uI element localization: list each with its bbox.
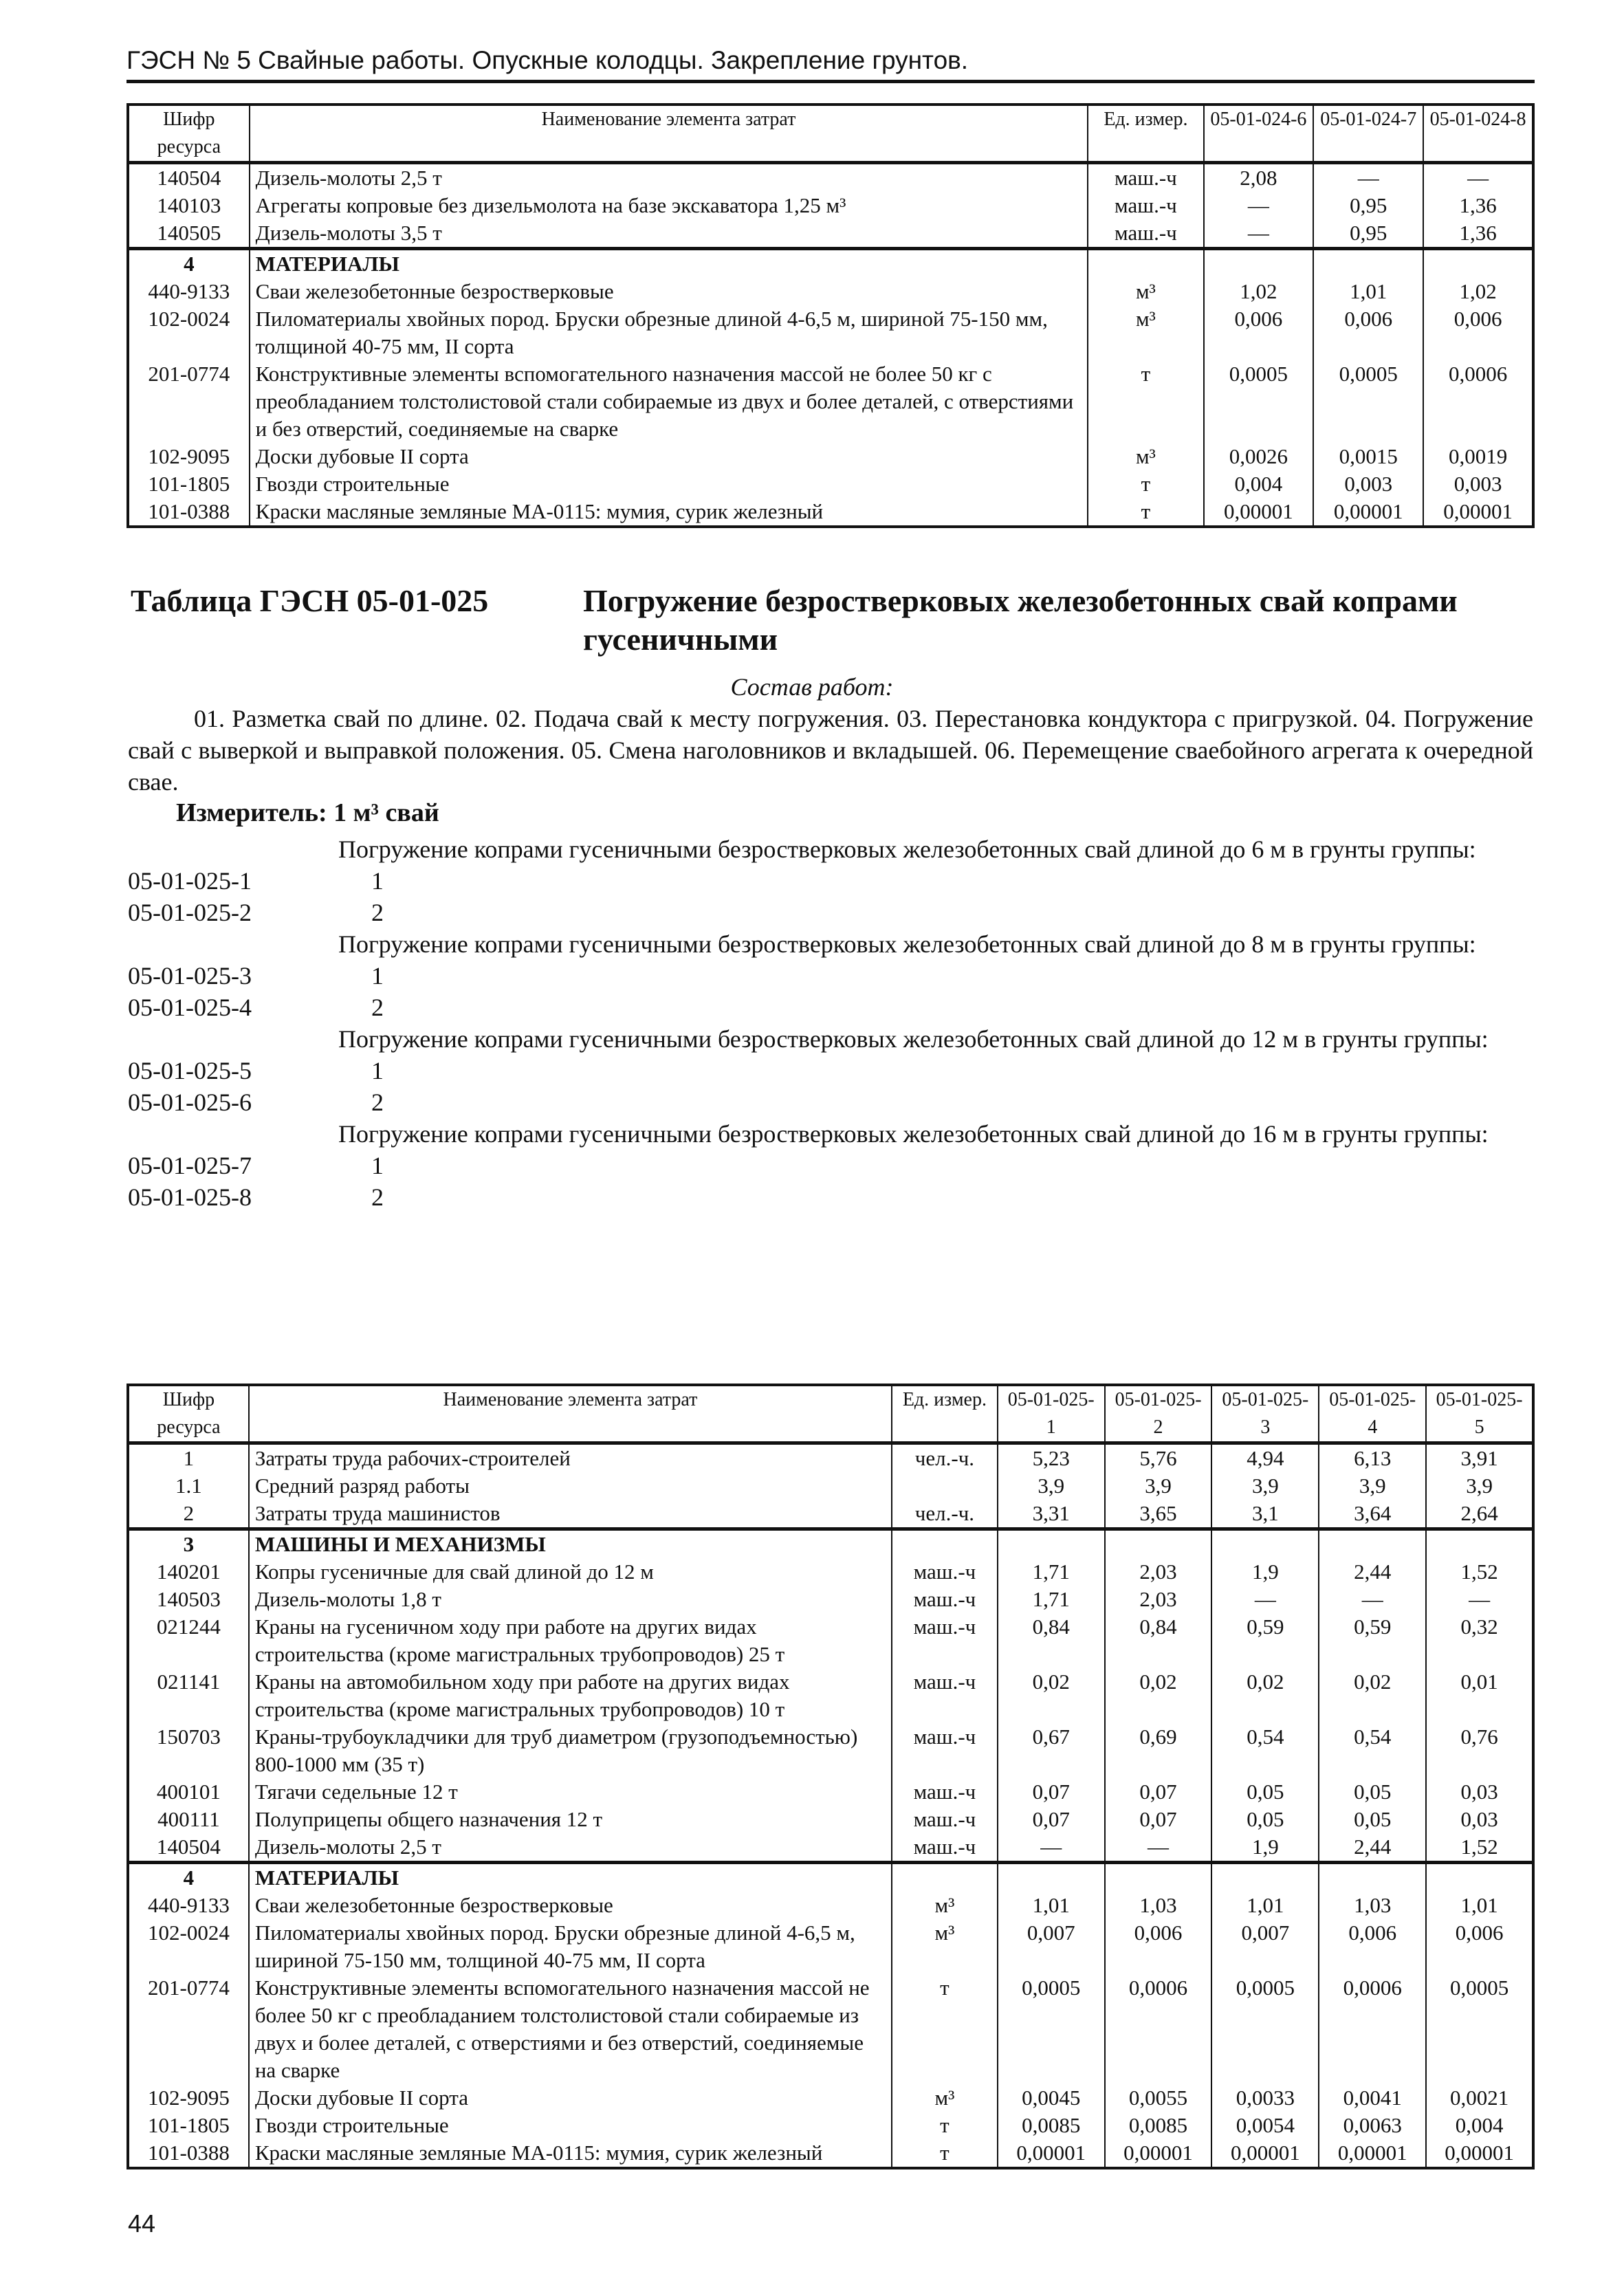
composition-label: Состав работ:	[730, 673, 894, 701]
resource-code: 400101	[128, 1778, 249, 1806]
resource-code: 201-0774	[128, 360, 250, 443]
resource-code: 400111	[128, 1806, 249, 1833]
resource-value: 0,95	[1313, 192, 1423, 219]
resource-value: 0,006	[1319, 1919, 1426, 1974]
resource-code: 140503	[128, 1586, 249, 1613]
resource-value: 0,004	[1204, 470, 1314, 498]
variant-item	[128, 897, 1533, 928]
resource-value	[1211, 1863, 1319, 1892]
resource-unit: т	[892, 2139, 998, 2168]
resource-unit: м³	[1088, 443, 1203, 470]
resource-name: Копры гусеничные для свай длиной до 12 м	[249, 1558, 892, 1586]
resource-value: 0,007	[998, 1919, 1105, 1974]
resource-code: 102-9095	[128, 443, 250, 470]
resource-name: Конструктивные элементы вспомогательного назначения массой не более 50 кг с преобладанием толстолистовой стали собираемые из двух и более деталей, с отверстиями и без отверстий, соединяемые на сварке	[249, 1974, 892, 2084]
resource-unit: маш.-ч	[1088, 219, 1203, 249]
table-row	[128, 1806, 1533, 1833]
resource-name: Средний разряд работы	[249, 1472, 892, 1500]
table-row	[128, 1919, 1533, 1974]
variant-item	[128, 992, 1533, 1023]
resource-name: Пиломатериалы хвойных пород. Бруски обрезные длиной 4-6,5 м, шириной 75-150 мм, толщиной 40-75 мм, II сорта	[250, 305, 1088, 360]
resource-value: 2,44	[1319, 1558, 1426, 1586]
resource-value: 0,0085	[998, 2112, 1105, 2139]
resource-value: 1,01	[1313, 278, 1423, 305]
resource-name: Дизель-молоты 2,5 т	[249, 1833, 892, 1863]
resource-name: Тягачи седельные 12 т	[249, 1778, 892, 1806]
table-row	[128, 443, 1533, 470]
resource-value: 3,31	[998, 1500, 1105, 1529]
resource-value: 1,36	[1423, 219, 1533, 249]
resource-value: 1,01	[1211, 1892, 1319, 1919]
table-header-row	[128, 1385, 1533, 1443]
resource-value: 0,003	[1423, 470, 1533, 498]
resource-value: 0,69	[1105, 1723, 1212, 1778]
soil-group: 1	[371, 1057, 384, 1084]
resource-value: 2,64	[1426, 1500, 1533, 1529]
resource-name: Пиломатериалы хвойных пород. Бруски обрезные длиной 4-6,5 м, шириной 75-150 мм, толщиной 40-75 мм, II сорта	[249, 1919, 892, 1974]
header-name: Наименование элемента затрат	[250, 105, 1088, 163]
section-row	[128, 249, 1533, 278]
variant-item	[128, 1055, 1533, 1086]
running-header: ГЭСН № 5 Свайные работы. Опускные колодцы. Закрепление грунтов.	[127, 45, 1535, 83]
page-number: 44	[128, 2209, 156, 2238]
table-row	[128, 1613, 1533, 1668]
resource-value: —	[1423, 163, 1533, 193]
resource-unit: т	[892, 2112, 998, 2139]
resource-code: 102-0024	[128, 305, 250, 360]
resource-code: 201-0774	[128, 1974, 249, 2084]
variant-item	[128, 1150, 1533, 1181]
resource-unit	[892, 1863, 998, 1892]
resource-code: 102-0024	[128, 1919, 249, 1974]
resource-unit: м³	[1088, 305, 1203, 360]
resource-code: 021244	[128, 1613, 249, 1668]
resource-name: МАТЕРИАЛЫ	[250, 249, 1088, 278]
resource-value: 0,0085	[1105, 2112, 1212, 2139]
resource-table-05-01-025	[127, 1384, 1535, 2169]
resource-name: Сваи железобетонные безростверковые	[249, 1892, 892, 1919]
resource-unit: маш.-ч	[892, 1613, 998, 1668]
header-unit: Ед. измер.	[892, 1385, 998, 1443]
soil-group: 2	[371, 1183, 384, 1211]
resource-value: 0,0006	[1423, 360, 1533, 443]
soil-group: 1	[371, 867, 384, 895]
resource-value: 0,54	[1211, 1723, 1319, 1778]
header-col: 05-01-025-3	[1211, 1385, 1319, 1443]
variant-code: 05-01-025-4	[128, 994, 252, 1021]
resource-value	[1319, 1863, 1426, 1892]
resource-value: 0,02	[998, 1668, 1105, 1723]
table-row	[128, 2139, 1533, 2168]
resource-value: 0,0015	[1313, 443, 1423, 470]
resource-value: 1,71	[998, 1558, 1105, 1586]
table-body	[128, 1443, 1533, 2169]
resource-value	[1313, 249, 1423, 278]
resource-value: 0,07	[1105, 1778, 1212, 1806]
resource-value: 0,84	[998, 1613, 1105, 1668]
resource-value: 5,76	[1105, 1443, 1212, 1473]
resource-value: 0,59	[1211, 1613, 1319, 1668]
table-row	[128, 1558, 1533, 1586]
variant-code: 05-01-025-5	[128, 1057, 252, 1084]
variant-code: 05-01-025-1	[128, 867, 252, 895]
soil-group: 1	[371, 962, 384, 990]
resource-code: 101-0388	[128, 2139, 249, 2168]
resource-value	[998, 1529, 1105, 1559]
composition-text: 01. Разметка свай по длине. 02. Подача свай к месту погружения. 03. Перестановка кондуктора с пригрузкой. 04. Погружение свай с выверкой и выправкой положения. 05. Смена наголовников и вкладышей. 06. Перемещение сваебойного агрегата к очередной свае.	[128, 705, 1533, 796]
table-row	[128, 1892, 1533, 1919]
resource-value: 0,00001	[1423, 498, 1533, 527]
resource-value: 2,08	[1204, 163, 1314, 193]
resource-value: 0,0055	[1105, 2084, 1212, 2112]
resource-value: 1,36	[1423, 192, 1533, 219]
resource-unit	[892, 1472, 998, 1500]
resource-value: 0,76	[1426, 1723, 1533, 1778]
resource-name: Краны на гусеничном ходу при работе на других видах строительства (кроме магистральных трубопроводов) 25 т	[249, 1613, 892, 1668]
resource-name: Сваи железобетонные безростверковые	[250, 278, 1088, 305]
resource-unit: т	[1088, 360, 1203, 443]
resource-code: 102-9095	[128, 2084, 249, 2112]
resource-value: 3,9	[1211, 1472, 1319, 1500]
soil-group: 2	[371, 994, 384, 1021]
resource-value: —	[1211, 1586, 1319, 1613]
resource-value: 0,0006	[1105, 1974, 1212, 2084]
resource-code: 3	[128, 1529, 249, 1559]
resource-value: 0,05	[1319, 1778, 1426, 1806]
table-row	[128, 1974, 1533, 2084]
resource-value: 0,00001	[1319, 2139, 1426, 2168]
resource-unit: маш.-ч	[892, 1778, 998, 1806]
resource-value	[1105, 1863, 1212, 1892]
resource-value: 1,01	[998, 1892, 1105, 1919]
resource-name: Доски дубовые II сорта	[249, 2084, 892, 2112]
table-row	[128, 1723, 1533, 1778]
resource-unit: маш.-ч	[892, 1806, 998, 1833]
resource-value	[1426, 1529, 1533, 1559]
resource-value: 0,07	[1105, 1806, 1212, 1833]
soil-group: 1	[371, 1152, 384, 1179]
soil-group: 2	[371, 899, 384, 926]
resource-value: 5,23	[998, 1443, 1105, 1473]
resource-value: 0,54	[1319, 1723, 1426, 1778]
measure-unit: Измеритель: 1 м³ свай	[176, 798, 439, 827]
resource-name: Краны на автомобильном ходу при работе на других видах строительства (кроме магистральных трубопроводов) 10 т	[249, 1668, 892, 1723]
resource-name: Дизель-молоты 1,8 т	[249, 1586, 892, 1613]
resource-name: Краски масляные земляные МА-0115: мумия, сурик железный	[250, 498, 1088, 527]
soil-group: 2	[371, 1089, 384, 1116]
header-col: 05-01-025-1	[998, 1385, 1105, 1443]
resource-value: 1,02	[1204, 278, 1314, 305]
table-row	[128, 360, 1533, 443]
resource-value: —	[1204, 219, 1314, 249]
resource-value	[1105, 1529, 1212, 1559]
resource-value: 0,0045	[998, 2084, 1105, 2112]
variant-code: 05-01-025-6	[128, 1089, 252, 1116]
resource-value: 0,0021	[1426, 2084, 1533, 2112]
resource-unit: маш.-ч	[892, 1833, 998, 1863]
resource-value: 0,00001	[1105, 2139, 1212, 2168]
resource-unit: маш.-ч	[1088, 163, 1203, 193]
resource-value: 3,1	[1211, 1500, 1319, 1529]
resource-value	[1319, 1529, 1426, 1559]
resource-value: 0,00001	[1426, 2139, 1533, 2168]
resource-unit: маш.-ч	[892, 1558, 998, 1586]
resource-value: —	[1319, 1586, 1426, 1613]
resource-name: Конструктивные элементы вспомогательного назначения массой не более 50 кг с преобладанием толстолистовой стали собираемые из двух и более деталей, с отверстиями и без отверстий, соединяемые на сварке	[250, 360, 1088, 443]
resource-value: —	[1105, 1833, 1212, 1863]
resource-value: 0,01	[1426, 1668, 1533, 1723]
resource-value: 0,0005	[998, 1974, 1105, 2084]
table-row	[128, 192, 1533, 219]
resource-name: МАШИНЫ И МЕХАНИЗМЫ	[249, 1529, 892, 1559]
header-col: 05-01-025-4	[1319, 1385, 1426, 1443]
resource-value: 0,0005	[1211, 1974, 1319, 2084]
table-header-row	[128, 105, 1533, 163]
header-code: Шифр ресурса	[128, 105, 250, 163]
resource-value: 0,006	[1313, 305, 1423, 360]
resource-code: 021141	[128, 1668, 249, 1723]
resource-value: 0,0054	[1211, 2112, 1319, 2139]
resource-value: 0,0033	[1211, 2084, 1319, 2112]
resource-value: 0,05	[1211, 1806, 1319, 1833]
resource-unit: чел.-ч.	[892, 1500, 998, 1529]
header-col: 05-01-024-8	[1423, 105, 1533, 163]
header-col: 05-01-025-2	[1105, 1385, 1212, 1443]
resource-value: 1,03	[1105, 1892, 1212, 1919]
resource-value: 0,003	[1313, 470, 1423, 498]
table-row	[128, 2084, 1533, 2112]
resource-unit: т	[1088, 470, 1203, 498]
resource-value: 0,32	[1426, 1613, 1533, 1668]
resource-unit: м³	[892, 1919, 998, 1974]
resource-value: 0,0005	[1313, 360, 1423, 443]
resource-unit: м³	[1088, 278, 1203, 305]
variant-item	[128, 1086, 1533, 1118]
resource-unit	[892, 1529, 998, 1559]
resource-value: 1,01	[1426, 1892, 1533, 1919]
resource-code: 140103	[128, 192, 250, 219]
variant-item	[128, 960, 1533, 992]
resource-value: 3,65	[1105, 1500, 1212, 1529]
resource-code: 4	[128, 249, 250, 278]
resource-value	[1211, 1529, 1319, 1559]
resource-value: 0,00001	[1313, 498, 1423, 527]
header-name: Наименование элемента затрат	[249, 1385, 892, 1443]
resource-value: 0,03	[1426, 1806, 1533, 1833]
resource-value: 0,004	[1426, 2112, 1533, 2139]
table-row	[128, 278, 1533, 305]
variant-item	[128, 865, 1533, 897]
resource-unit: маш.-ч	[892, 1723, 998, 1778]
resource-name: МАТЕРИАЛЫ	[249, 1863, 892, 1892]
resource-code: 101-1805	[128, 2112, 249, 2139]
resource-value: 1,02	[1423, 278, 1533, 305]
section-row	[128, 1863, 1533, 1892]
resource-value: 0,0063	[1319, 2112, 1426, 2139]
resource-value: 0,007	[1211, 1919, 1319, 1974]
resource-table-05-01-024	[127, 103, 1535, 528]
resource-name: Полуприцепы общего назначения 12 т	[249, 1806, 892, 1833]
resource-value: 0,03	[1426, 1778, 1533, 1806]
table-row	[128, 1778, 1533, 1806]
resource-value: 0,006	[1426, 1919, 1533, 1974]
resource-value: 0,07	[998, 1806, 1105, 1833]
variant-group-description: Погружение копрами гусеничными безростверковых железобетонных свай длиной до 8 м в грунты группы:	[338, 930, 1476, 958]
header-col: 05-01-024-6	[1204, 105, 1314, 163]
variant-item	[128, 1181, 1533, 1213]
resource-value: 4,94	[1211, 1443, 1319, 1473]
variant-code: 05-01-025-7	[128, 1152, 252, 1179]
resource-value: 0,006	[1423, 305, 1533, 360]
resource-value: 1,52	[1426, 1833, 1533, 1863]
resource-value: 0,006	[1105, 1919, 1212, 1974]
resource-name: Гвозди строительные	[250, 470, 1088, 498]
resource-value: 0,00001	[998, 2139, 1105, 2168]
variants-list	[128, 833, 1533, 1213]
resource-value: 0,84	[1105, 1613, 1212, 1668]
table-row	[128, 2112, 1533, 2139]
resource-unit: чел.-ч.	[892, 1443, 998, 1473]
table-row	[128, 1472, 1533, 1500]
header-code: Шифр ресурса	[128, 1385, 249, 1443]
resource-unit: маш.-ч	[1088, 192, 1203, 219]
resource-value: —	[1204, 192, 1314, 219]
resource-value: 0,67	[998, 1723, 1105, 1778]
resource-value: —	[998, 1833, 1105, 1863]
resource-value: 0,02	[1211, 1668, 1319, 1723]
resource-value: 3,64	[1319, 1500, 1426, 1529]
resource-value	[1423, 249, 1533, 278]
resource-code: 1.1	[128, 1472, 249, 1500]
table-row	[128, 1833, 1533, 1863]
resource-code: 150703	[128, 1723, 249, 1778]
resource-value: 6,13	[1319, 1443, 1426, 1473]
resource-value: 0,05	[1319, 1806, 1426, 1833]
resource-value: 0,02	[1105, 1668, 1212, 1723]
resource-code: 440-9133	[128, 1892, 249, 1919]
variant-group-description: Погружение копрами гусеничными безростверковых железобетонных свай длиной до 12 м в грунты группы:	[338, 1025, 1489, 1053]
resource-value: 3,91	[1426, 1443, 1533, 1473]
resource-value	[1204, 249, 1314, 278]
resource-value: 2,44	[1319, 1833, 1426, 1863]
variant-group-description: Погружение копрами гусеничными безростверковых железобетонных свай длиной до 16 м в грунты группы:	[338, 1120, 1489, 1148]
table-row	[128, 1668, 1533, 1723]
resource-value: 0,00001	[1204, 498, 1314, 527]
resource-value: 3,9	[998, 1472, 1105, 1500]
resource-code: 2	[128, 1500, 249, 1529]
resource-name: Дизель-молоты 3,5 т	[250, 219, 1088, 249]
table-row	[128, 1586, 1533, 1613]
resource-value	[998, 1863, 1105, 1892]
variant-code: 05-01-025-8	[128, 1183, 252, 1211]
resource-name: Краны-трубоукладчики для труб диаметром (грузоподъемностью) 800-1000 мм (35 т)	[249, 1723, 892, 1778]
resource-value: 0,59	[1319, 1613, 1426, 1668]
resource-name: Дизель-молоты 2,5 т	[250, 163, 1088, 193]
resource-value: 1,03	[1319, 1892, 1426, 1919]
resource-value: 3,9	[1105, 1472, 1212, 1500]
resource-value: 1,9	[1211, 1558, 1319, 1586]
header-col: 05-01-025-5	[1426, 1385, 1533, 1443]
resource-value: 3,9	[1426, 1472, 1533, 1500]
resource-code: 440-9133	[128, 278, 250, 305]
variant-code: 05-01-025-2	[128, 899, 252, 926]
table-heading: Погружение безростверковых железобетонных свай копрами гусеничными	[583, 583, 1458, 657]
resource-code: 140505	[128, 219, 250, 249]
resource-value: 0,0041	[1319, 2084, 1426, 2112]
resource-value: 1,9	[1211, 1833, 1319, 1863]
resource-value: 0,0005	[1204, 360, 1314, 443]
resource-value: 0,006	[1204, 305, 1314, 360]
resource-value: 0,0005	[1426, 1974, 1533, 2084]
header-col: 05-01-024-7	[1313, 105, 1423, 163]
resource-value: 0,05	[1211, 1778, 1319, 1806]
resource-unit: т	[1088, 498, 1203, 527]
table-label: Таблица ГЭСН 05-01-025	[131, 583, 489, 618]
resource-code: 140504	[128, 1833, 249, 1863]
resource-value: 0,00001	[1211, 2139, 1319, 2168]
variant-code: 05-01-025-3	[128, 962, 252, 990]
table-row	[128, 163, 1533, 193]
resource-value: 0,07	[998, 1778, 1105, 1806]
resource-value: 2,03	[1105, 1558, 1212, 1586]
resource-value: 0,0006	[1319, 1974, 1426, 2084]
resource-value: 3,9	[1319, 1472, 1426, 1500]
table-row	[128, 498, 1533, 527]
resource-code: 140504	[128, 163, 250, 193]
resource-name: Гвозди строительные	[249, 2112, 892, 2139]
section-row	[128, 1529, 1533, 1559]
resource-code: 140201	[128, 1558, 249, 1586]
resource-unit: маш.-ч	[892, 1668, 998, 1723]
resource-value: 0,0026	[1204, 443, 1314, 470]
resource-unit	[1088, 249, 1203, 278]
resource-unit: т	[892, 1974, 998, 2084]
resource-name: Доски дубовые II сорта	[250, 443, 1088, 470]
resource-name: Агрегаты копровые без дизельмолота на базе экскаватора 1,25 м³	[250, 192, 1088, 219]
resource-value: 1,52	[1426, 1558, 1533, 1586]
resource-value: 2,03	[1105, 1586, 1212, 1613]
variant-group-description: Погружение копрами гусеничными безростверковых железобетонных свай длиной до 6 м в грунты группы:	[338, 835, 1476, 863]
resource-value: 1,71	[998, 1586, 1105, 1613]
resource-code: 101-1805	[128, 470, 250, 498]
resource-value: 0,02	[1319, 1668, 1426, 1723]
resource-name: Затраты труда рабочих-строителей	[249, 1443, 892, 1473]
resource-unit: м³	[892, 1892, 998, 1919]
resource-name: Краски масляные земляные МА-0115: мумия, сурик железный	[249, 2139, 892, 2168]
resource-code: 101-0388	[128, 498, 250, 527]
resource-name: Затраты труда машинистов	[249, 1500, 892, 1529]
resource-code: 1	[128, 1443, 249, 1473]
header-unit: Ед. измер.	[1088, 105, 1203, 163]
table-row	[128, 1443, 1533, 1473]
resource-value: —	[1426, 1586, 1533, 1613]
table-row	[128, 470, 1533, 498]
resource-value: 0,95	[1313, 219, 1423, 249]
resource-code: 4	[128, 1863, 249, 1892]
table-row	[128, 305, 1533, 360]
resource-value	[1426, 1863, 1533, 1892]
resource-value: 0,0019	[1423, 443, 1533, 470]
table-body	[128, 163, 1533, 527]
table-row	[128, 1500, 1533, 1529]
table-row	[128, 219, 1533, 249]
resource-value: —	[1313, 163, 1423, 193]
resource-unit: м³	[892, 2084, 998, 2112]
resource-unit: маш.-ч	[892, 1586, 998, 1613]
